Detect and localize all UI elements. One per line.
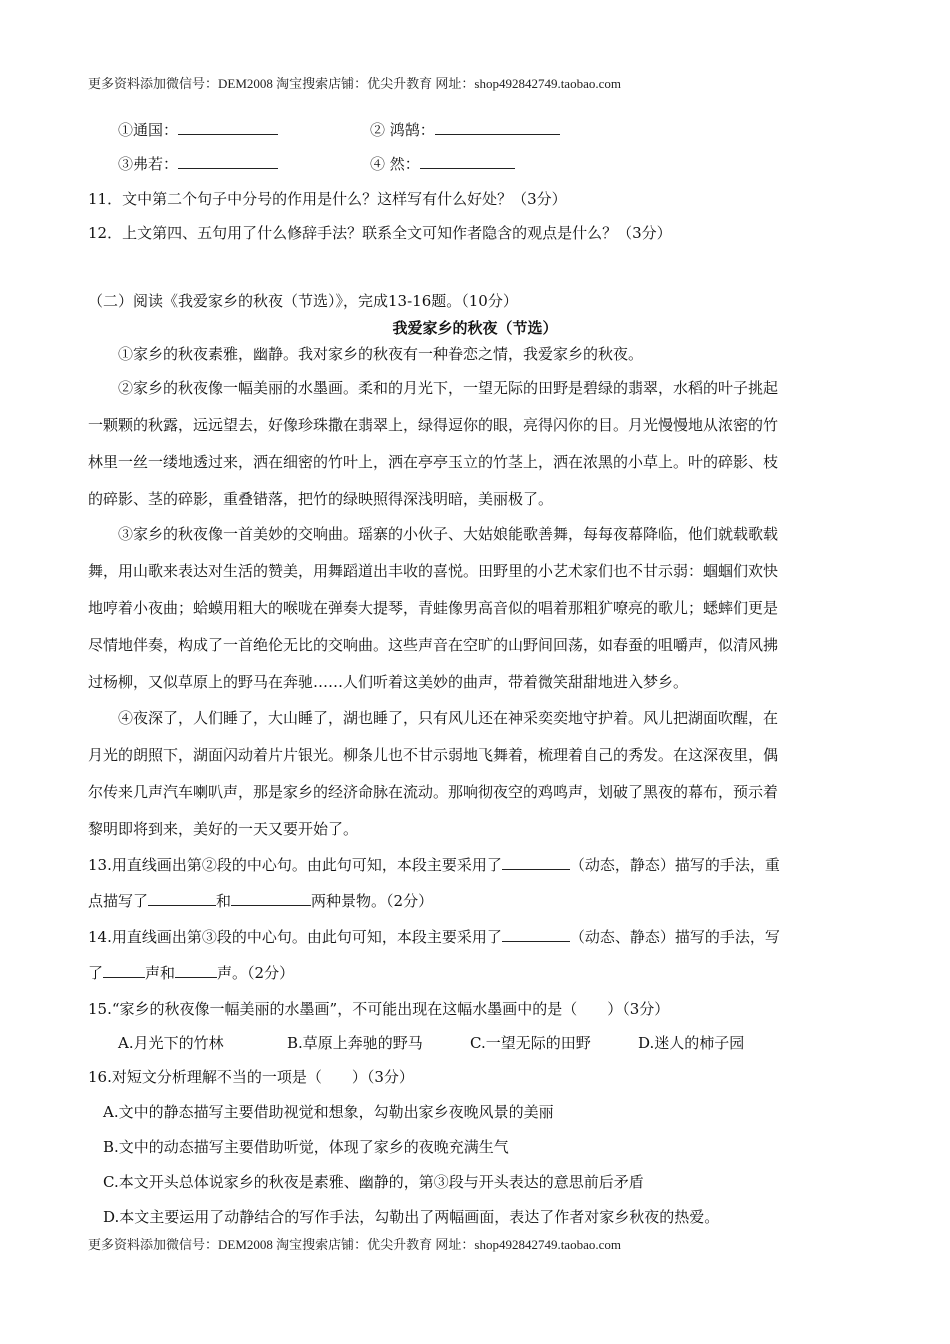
question-14-line-1 [88,926,780,947]
paragraph-2-line: 的碎影、茎的碎影，重叠错落，把竹的绿映照得深浅明暗，美丽极了。 [88,490,554,508]
question-16-option-d[interactable]: D.本文主要运用了动静结合的写作手法，勾勒出了两幅画面，表达了作者对家乡秋夜的热爱。 [103,1208,720,1226]
question-13-text: 两种景物。（2分） [311,892,434,910]
paragraph-2-line: ②家乡的秋夜像一幅美丽的水墨画。柔和的月光下，一望无际的田野是碧绿的翡翠，水稻的叶子挑起 [118,379,779,397]
paragraph-3-line: 尽情地伴奏，构成了一首绝伦无比的交响曲。这些声音在空旷的山野间回荡，如春蚕的咀嚼声，似清风拂 [88,636,779,654]
question-13-line-2 [88,890,433,911]
question-13-line-1 [88,854,780,875]
question-16-option-b[interactable]: B.文中的动态描写主要借助听觉，体现了家乡的夜晚充满生气 [103,1138,509,1156]
question-14-text: 声。（2分） [217,964,295,982]
paragraph-4-line: 黎明即将到来，美好的一天又要开始了。 [88,820,359,838]
question-15-option-b[interactable]: B.草原上奔驰的野马 [287,1034,423,1052]
question-14-text: 14.用直线画出第③段的中心句。由此句可知，本段主要采用了 [88,928,502,946]
question-13-text: 13.用直线画出第②段的中心句。由此句可知，本段主要采用了 [88,856,502,874]
paragraph-4-line: ④夜深了，人们睡了，大山睡了，湖也睡了，只有风儿还在神采奕奕地守护着。风儿把湖面吹醒，在 [118,709,779,727]
answer-blank[interactable] [435,120,560,135]
section-2-intro: （二）阅读《我爱家乡的秋夜（节选）》，完成13-16题。（10分） [88,292,518,310]
vocab-item-1 [118,119,278,140]
article-title: 我爱家乡的秋夜（节选） [392,319,558,337]
page-footer: 更多资料添加微信号：DEM2008 淘宝搜索店铺：优尖升教育 网址：shop492842749.taobao.com [88,1237,621,1252]
answer-blank[interactable] [420,154,515,169]
vocab-label-1: ①通国： [118,121,179,139]
vocab-label-3: ③弗若： [118,155,179,173]
answer-blank[interactable] [175,963,217,978]
question-16-option-c[interactable]: C.本文开头总体说家乡的秋夜是素雅、幽静的，第③段与开头表达的意思前后矛盾 [103,1173,644,1191]
paragraph-1-line: ①家乡的秋夜素雅，幽静。我对家乡的秋夜有一种眷恋之情，我爱家乡的秋夜。 [118,345,644,363]
paragraph-3-line: ③家乡的秋夜像一首美妙的交响曲。瑶寨的小伙子、大姑娘能歌善舞，每每夜幕降临，他们就载歌载 [118,525,779,543]
vocab-label-2: ② 鸿鹄： [370,121,435,139]
question-15-option-a[interactable]: A.月光下的竹林 [118,1034,224,1052]
answer-blank[interactable] [502,927,570,942]
question-16-option-a[interactable]: A.文中的静态描写主要借助视觉和想象，勾勒出家乡夜晚风景的美丽 [103,1103,554,1121]
question-11: 11．文中第二个句子中分号的作用是什么？这样写有什么好处？（3分） [88,190,567,208]
page-header: 更多资料添加微信号：DEM2008 淘宝搜索店铺：优尖升教育 网址：shop492842749.taobao.com [88,76,621,91]
paragraph-3-line: 地哼着小夜曲；蛤蟆用粗大的喉咙在弹奏大提琴，青蛙像男高音似的唱着那粗犷嘹亮的歌儿；蟋蟀们更是 [88,599,779,617]
answer-blank[interactable] [103,963,145,978]
answer-blank[interactable] [178,154,278,169]
paragraph-3-line: 过杨柳，又似草原上的野马在奔驰……人们听着这美妙的曲声，带着微笑甜甜地进入梦乡。 [88,673,689,691]
paragraph-2-line: 林里一丝一缕地透过来，洒在细密的竹叶上，洒在亭亭玉立的竹茎上，洒在浓黑的小草上。叶的碎影、枝 [88,453,779,471]
question-14-text: 声和 [145,964,176,982]
question-13-text: （动态，静态）描写的手法，重 [569,856,780,874]
paragraph-2-line: 一颗颗的秋露，远远望去，好像珍珠撒在翡翠上，绿得逗你的眼，亮得闪你的目。月光慢慢地从浓密的竹 [88,416,779,434]
answer-blank[interactable] [231,891,311,906]
vocab-item-4 [370,153,515,174]
question-12: 12．上文第四、五句用了什么修辞手法？联系全文可知作者隐含的观点是什么？（3分） [88,224,672,242]
question-16-stem: 16.对短文分析理解不当的一项是（ ）（3分） [88,1068,414,1086]
question-14-line-2 [88,962,294,983]
question-14-text: 了 [88,964,104,982]
paragraph-3-line: 舞，用山歌来表达对生活的赞美，用舞蹈道出丰收的喜悦。田野里的小艺术家们也不甘示弱：蝈蝈们欢快 [88,562,779,580]
question-13-text: 点描写了 [88,892,149,910]
answer-blank[interactable] [502,855,570,870]
vocab-item-3 [118,153,278,174]
answer-blank[interactable] [148,891,216,906]
vocab-item-2 [370,119,560,140]
answer-blank[interactable] [178,120,278,135]
paragraph-4-line: 月光的朗照下，湖面闪动着片片银光。柳条儿也不甘示弱地飞舞着，梳理着自己的秀发。在这深夜里，偶 [88,746,779,764]
paragraph-4-line: 尔传来几声汽车喇叭声，那是家乡的经济命脉在流动。那响彻夜空的鸡鸣声，划破了黑夜的幕布，预示着 [88,783,779,801]
question-15-stem: 15.“家乡的秋夜像一幅美丽的水墨画”，不可能出现在这幅水墨画中的是（ ）（3分） [88,1000,670,1018]
question-14-text: （动态、静态）描写的手法，写 [569,928,780,946]
question-15-option-c[interactable]: C.一望无际的田野 [470,1034,591,1052]
question-13-text: 和 [216,892,232,910]
vocab-label-4: ④ 然： [370,155,420,173]
question-15-option-d[interactable]: D.迷人的柿子园 [638,1034,745,1052]
